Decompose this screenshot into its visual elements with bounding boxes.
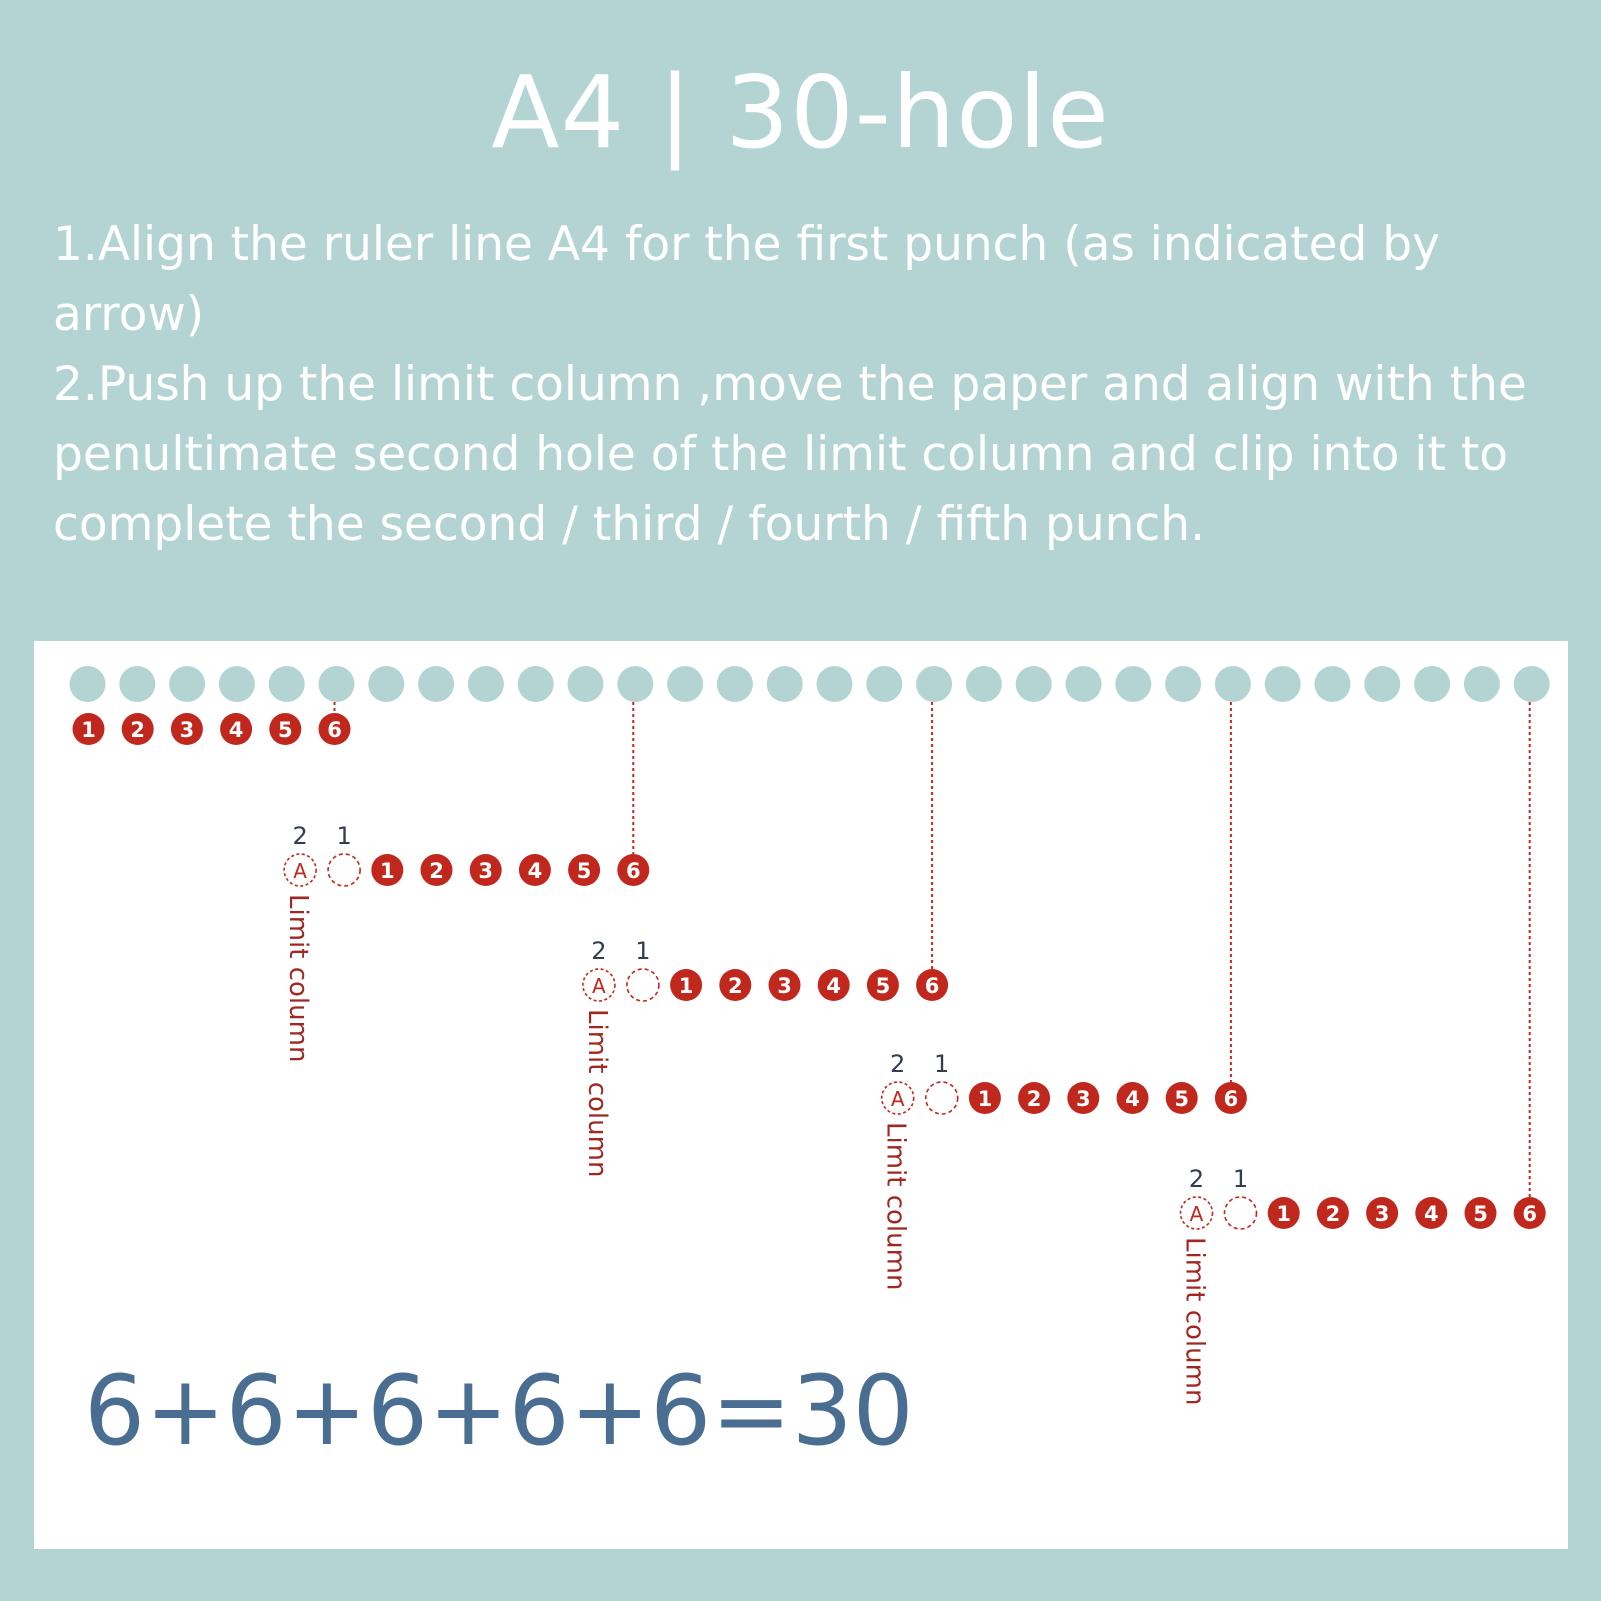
- instruction-step-1: 1.Align the ruler line A4 for the first punch (as indicated by arrow): [53, 217, 1440, 342]
- punch-number: 5: [1174, 1087, 1190, 1111]
- punch-hole: [916, 666, 952, 702]
- punch-hole: [817, 666, 853, 702]
- punch-hole: [219, 666, 255, 702]
- limit-empty-marker: [926, 1082, 958, 1114]
- punch-number: 2: [1026, 1087, 1042, 1111]
- limit-column-label: Limit column: [1179, 1237, 1210, 1406]
- punch-number: 5: [576, 859, 592, 883]
- punch-hole: [966, 666, 1002, 702]
- punch-number: 5: [277, 718, 293, 742]
- punch-hole: [70, 666, 106, 702]
- limit-empty-marker: [328, 854, 360, 886]
- punch-hole: [1414, 666, 1450, 702]
- limit-label-2: 2: [591, 937, 607, 965]
- punch-number: 1: [379, 859, 395, 883]
- punch-hole: [1066, 666, 1102, 702]
- punch-hole: [1115, 666, 1151, 702]
- punch-hole: [1315, 666, 1351, 702]
- limit-column-label: Limit column: [880, 1122, 911, 1291]
- punch-number: 3: [1075, 1087, 1091, 1111]
- punch-number: 3: [1374, 1202, 1390, 1226]
- punch-number: 3: [179, 718, 195, 742]
- punch-number: 2: [429, 859, 444, 883]
- punch-number: 5: [1473, 1202, 1488, 1226]
- limit-column-label: Limit column: [283, 894, 314, 1063]
- limit-a-letter: A: [293, 859, 307, 883]
- punch-number: 4: [228, 718, 244, 742]
- punch-number: 4: [1423, 1202, 1439, 1226]
- limit-a-letter: A: [592, 974, 606, 998]
- punch-hole: [667, 666, 703, 702]
- punch-hole: [1364, 666, 1400, 702]
- punch-number: 6: [924, 974, 940, 998]
- instruction-step-2: 2.Push up the limit column ,move the paper and align with the penultimate second hole of the limit column and clip into it to complete the second / third / fourth / fifth punch.: [53, 357, 1527, 552]
- punch-number: 2: [727, 974, 743, 998]
- instructions: [53, 210, 1553, 560]
- limit-label-1: 1: [635, 937, 651, 965]
- punch-number: 2: [1325, 1202, 1341, 1226]
- limit-label-2: 2: [292, 822, 308, 850]
- punch-number: 1: [1276, 1202, 1292, 1226]
- punch-number: 6: [625, 859, 641, 883]
- limit-column-label: Limit column: [581, 1009, 612, 1178]
- punch-number: 1: [81, 718, 96, 742]
- limit-a-letter: A: [890, 1087, 905, 1111]
- punch-hole: [1464, 666, 1500, 702]
- punch-number: 6: [327, 718, 342, 742]
- limit-empty-marker: [1225, 1197, 1257, 1229]
- punch-hole: [119, 666, 155, 702]
- punch-number: 5: [875, 974, 891, 998]
- punch-hole: [617, 666, 653, 702]
- punch-hole: [568, 666, 604, 702]
- punch-number: 2: [130, 718, 146, 742]
- punch-number: 6: [1223, 1087, 1239, 1111]
- punch-hole: [717, 666, 753, 702]
- punch-hole: [1265, 666, 1301, 702]
- diagram-panel: [34, 641, 1568, 1549]
- limit-label-1: 1: [1232, 1165, 1249, 1193]
- limit-label-2: 2: [890, 1050, 906, 1078]
- punch-number: 3: [777, 974, 792, 998]
- punch-hole: [468, 666, 504, 702]
- limit-label-2: 2: [1188, 1165, 1205, 1193]
- punch-number: 4: [527, 859, 543, 883]
- punch-number: 6: [1522, 1202, 1538, 1226]
- punch-hole: [418, 666, 454, 702]
- equation: 6+6+6+6+6=30: [84, 1355, 914, 1467]
- punch-hole: [518, 666, 554, 702]
- punch-number: 4: [1125, 1087, 1140, 1111]
- limit-label-1: 1: [934, 1050, 950, 1078]
- limit-a-letter: A: [1189, 1202, 1204, 1226]
- punch-hole: [319, 666, 355, 702]
- punch-number: 1: [678, 974, 694, 998]
- punch-number: 1: [977, 1087, 993, 1111]
- page-title: A4 | 30-hole: [491, 54, 1110, 171]
- punch-hole: [269, 666, 305, 702]
- punch-hole: [1016, 666, 1052, 702]
- punch-hole: [1514, 666, 1550, 702]
- punch-hole: [1215, 666, 1251, 702]
- limit-empty-marker: [627, 969, 659, 1001]
- punch-number: 4: [826, 974, 842, 998]
- punch-hole: [368, 666, 404, 702]
- punch-hole: [767, 666, 803, 702]
- limit-label-1: 1: [336, 822, 352, 850]
- punch-hole: [866, 666, 902, 702]
- punch-hole: [1165, 666, 1201, 702]
- punch-number: 3: [478, 859, 494, 883]
- punch-hole: [169, 666, 205, 702]
